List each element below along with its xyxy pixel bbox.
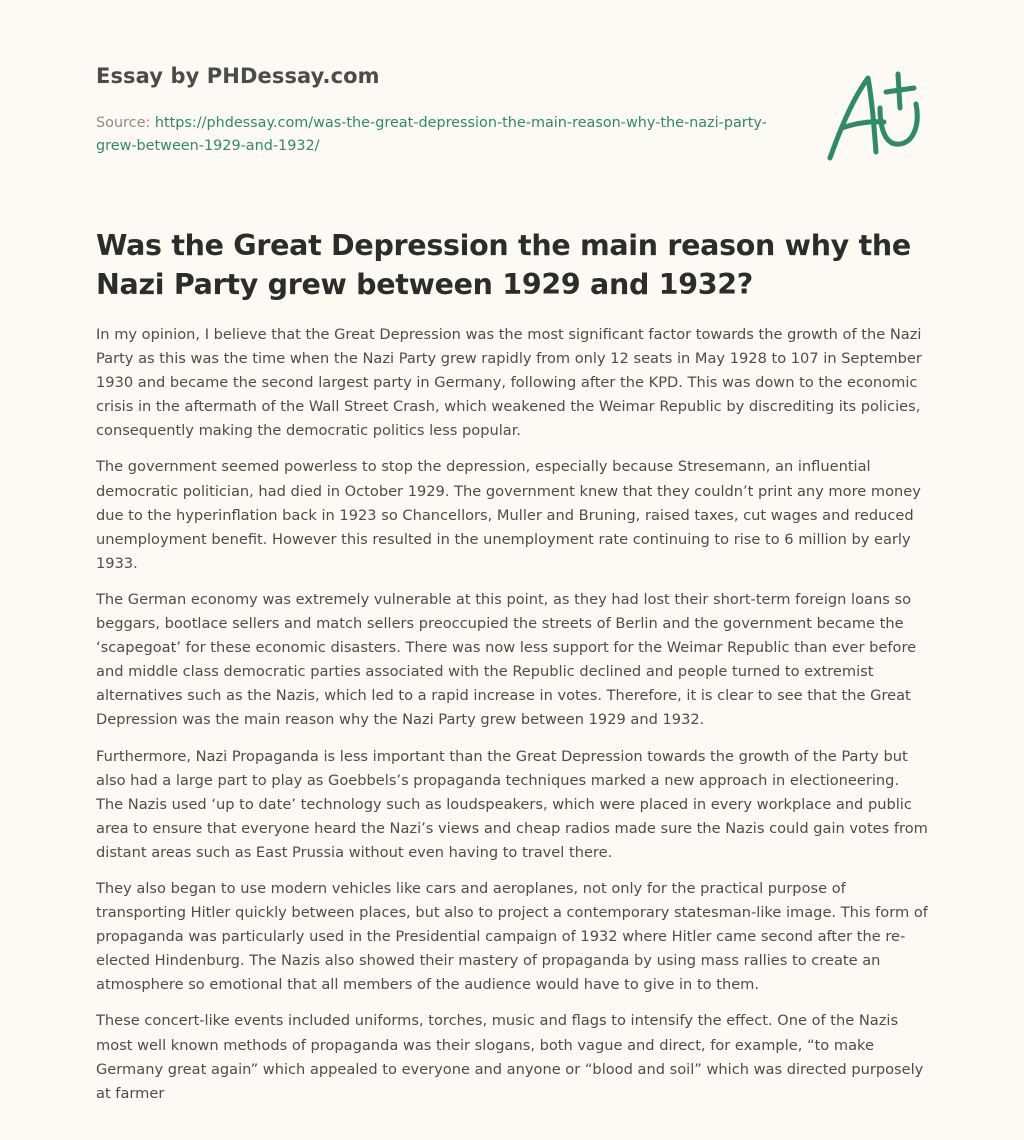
essay-body	[96, 323, 928, 1118]
essay-paragraph: In my opinion, I believe that the Great Depression was the most significant factor towards the growth of the Nazi Party as this was the time when the Nazi Party grew rapidly from only 12 seats in May 1928 to 107 in September 1930 and became the second largest party in Germany, following after the KPD. This was down to the economic crisis in the aftermath of the Wall Street Crash, which weakened the Weimar Republic by discrediting its policies, consequently making the democratic politics less popular.	[96, 326, 922, 440]
essay-paragraph: The government seemed powerless to stop the depression, especially because Stresemann, an influential democratic politician, had died in October 1929. The government knew that they couldn’t print any more money due to the hyperinflation back in 1923 so Chancellors, Muller and Bruning, raised taxes, cut wages and reduced unemployment benefit. However this resulted in the unemployment rate continuing to rise to 6 million by early 1933.	[96, 458, 921, 572]
source-line	[96, 112, 776, 158]
essay-paragraph: Furthermore, Nazi Propaganda is less important than the Great Depression towards the growth of the Party but also had a large part to play as Goebbels’s propaganda techniques marked a new approach in electioneering. The Nazis used ‘up to date’ technology such as loudspeakers, which were placed in every workplace and public area to ensure that everyone heard the Nazi’s views and cheap radios made sure the Nazis could gain votes from distant areas such as East Prussia without even having to travel there.	[96, 747, 928, 861]
page-header	[96, 0, 928, 200]
essay-paragraph: These concert-like events included uniforms, torches, music and flags to intensify the effect. One of the Nazis most well known methods of propaganda was their slogans, both vague and direct, for example, “to make Germany great again” which appealed to everyone and anyone or “blood and soil” which was directed purposely at farmer	[96, 1012, 924, 1102]
a-plus-logo-icon	[824, 68, 928, 168]
essay-title: Was the Great Depression the main reason why the Nazi Party grew between 1929 and 1932?	[96, 229, 911, 301]
site-brand: Essay by PHDessay.com	[96, 64, 380, 88]
source-label: Source:	[96, 115, 155, 131]
essay-paragraph: They also began to use modern vehicles like cars and aeroplanes, not only for the practical purpose of transporting Hitler quickly between places, but also to project a contemporary statesman-like image. This form of propaganda was particularly used in the Presidential campaign of 1932 where Hitler came second after the re-elected Hindenburg. The Nazis also showed their mastery of propaganda by using mass rallies to create an atmosphere so emotional that all members of the audience would have to give in to them.	[96, 879, 928, 994]
essay-paragraph: The German economy was extremely vulnerable at this point, as they had lost their short-term foreign loans so beggars, bootlace sellers and match sellers preoccupied the streets of Berlin and the government became the ‘scapegoat’ for these economic disasters. There was now less support for the Weimar Republic than ever before and middle class democratic parties associated with the Republic declined and people turned to extremist alternatives such as the Nazis, which led to a rapid increase in votes. Therefore, it is clear to see that the Great Depression was the main reason why the Nazi Party grew between 1929 and 1932.	[96, 590, 917, 729]
source-link[interactable]: https://phdessay.com/was-the-great-depression-the-main-reason-why-the-nazi-party-grew-between-1929-and-1932/	[96, 115, 767, 154]
